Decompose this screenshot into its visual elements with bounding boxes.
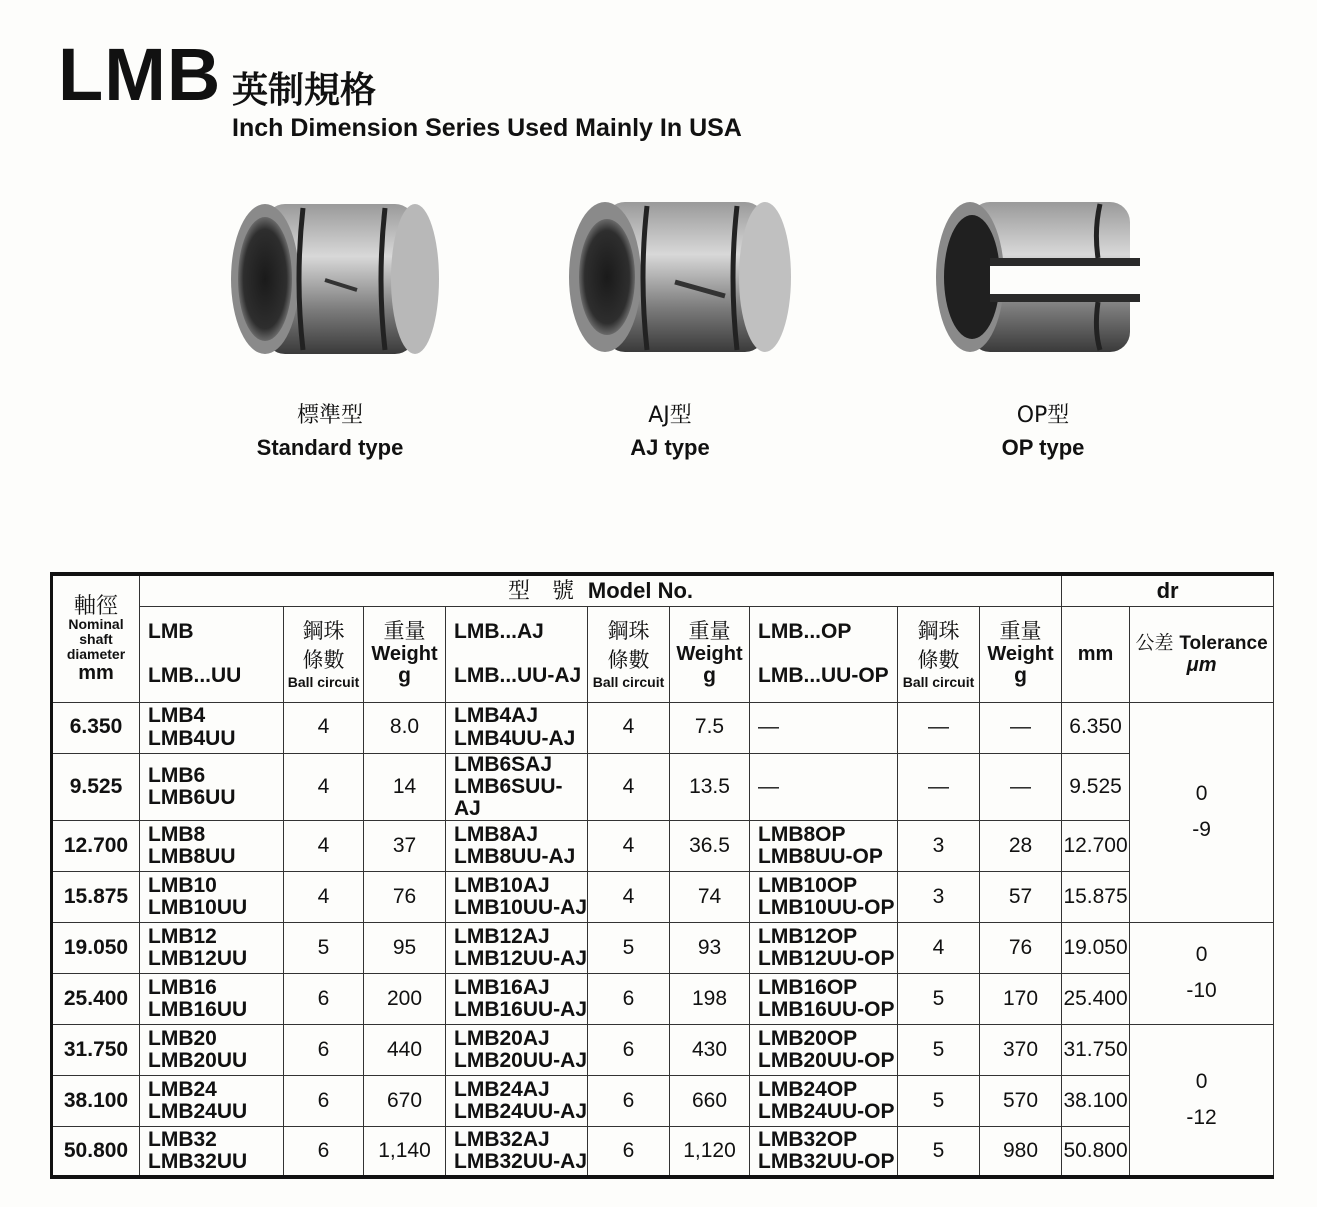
ball-circuit-cell: 6 <box>284 973 364 1024</box>
model-number: LMB4 <box>148 704 206 728</box>
aj-column-header <box>446 606 588 702</box>
col-aj-uu: LMB...UU-AJ <box>454 664 582 688</box>
shaft-header-unit: mm <box>78 661 114 684</box>
ball-cn-1: 鋼珠條數 <box>302 620 345 672</box>
shaft-diameter-cell: 19.050 <box>52 922 140 973</box>
shaft-diameter-cell: 50.800 <box>52 1126 140 1177</box>
ball-circuit-op-cell: — <box>898 753 980 820</box>
aj-model-cell <box>446 1126 588 1177</box>
lmb-model-cell <box>140 820 284 871</box>
tolerance-upper: 0 <box>1195 782 1208 806</box>
model-number-uu: LMB6SUU-AJ <box>454 774 563 820</box>
ball-circuit-cell: 4 <box>284 702 364 753</box>
lmb-model-cell <box>140 753 284 820</box>
model-no-header <box>140 574 1062 606</box>
weight-op-cell: 370 <box>980 1024 1062 1075</box>
aj-model-cell <box>446 702 588 753</box>
op-model-cell <box>750 753 898 820</box>
weight-cn-2: 重量 <box>688 620 731 644</box>
model-number-uu: LMB24UU <box>148 1099 248 1123</box>
dr-mm-cell: 50.800 <box>1062 1126 1130 1177</box>
weight-cell: 76 <box>364 871 446 922</box>
shaft-diameter-cell: 6.350 <box>52 702 140 753</box>
weight-unit-1: g <box>398 663 411 687</box>
table-row <box>52 922 1274 973</box>
model-number-uu: LMB10UU <box>148 895 248 919</box>
ball-circuit-aj-cell: 4 <box>588 871 670 922</box>
weight-header-3 <box>980 606 1062 702</box>
model-number: — <box>758 715 779 739</box>
weight-cell: 440 <box>364 1024 446 1075</box>
ball-en-3: Ball circuit <box>902 674 975 690</box>
op-model-cell <box>750 922 898 973</box>
ball-header-2 <box>588 606 670 702</box>
weight-aj-cell: 74 <box>670 871 750 922</box>
ball-circuit-aj-cell: 4 <box>588 820 670 871</box>
weight-cell: 670 <box>364 1075 446 1126</box>
lmb-model-cell <box>140 1075 284 1126</box>
weight-op-cell: 57 <box>980 871 1062 922</box>
weight-op-cell: 170 <box>980 973 1062 1024</box>
op-model-cell <box>750 973 898 1024</box>
model-number: LMB8 <box>148 822 206 846</box>
table-row <box>52 820 1274 871</box>
dr-mm-cell: 25.400 <box>1062 973 1130 1024</box>
col-op: LMB...OP <box>758 619 852 643</box>
tolerance-header <box>1130 606 1274 702</box>
model-number-uu: LMB12UU-AJ <box>454 946 588 970</box>
ball-circuit-cell: 6 <box>284 1075 364 1126</box>
tolerance-upper: 0 <box>1195 1069 1208 1093</box>
model-number: LMB24AJ <box>454 1077 550 1101</box>
caption-aj-cn: AJ型 <box>648 403 692 428</box>
dr-mm-header: mm <box>1062 606 1130 702</box>
weight-cn-1: 重量 <box>383 620 426 644</box>
model-number: LMB32 <box>148 1127 217 1151</box>
caption-op-en: OP type <box>1001 435 1085 460</box>
lmb-column-header <box>140 606 284 702</box>
model-number-uu: LMB8UU-OP <box>758 844 883 868</box>
weight-aj-cell: 198 <box>670 973 750 1024</box>
weight-en-3: Weight <box>987 642 1054 665</box>
ball-circuit-cell: 6 <box>284 1024 364 1075</box>
caption-op <box>933 400 1153 464</box>
weight-en-2: Weight <box>676 642 743 665</box>
weight-header-2 <box>670 606 750 702</box>
dr-mm-cell: 15.875 <box>1062 871 1130 922</box>
op-model-cell <box>750 871 898 922</box>
ball-circuit-aj-cell: 4 <box>588 702 670 753</box>
model-no-en: Model No. <box>587 577 694 603</box>
weight-op-cell: 570 <box>980 1075 1062 1126</box>
model-number: LMB16AJ <box>454 975 550 999</box>
shaft-diameter-cell: 38.100 <box>52 1075 140 1126</box>
aj-model-cell <box>446 871 588 922</box>
shaft-diameter-cell: 12.700 <box>52 820 140 871</box>
ball-cn-3: 鋼珠條數 <box>917 620 960 672</box>
ball-circuit-aj-cell: 5 <box>588 922 670 973</box>
ball-circuit-aj-cell: 6 <box>588 973 670 1024</box>
ball-circuit-op-cell: — <box>898 702 980 753</box>
weight-aj-cell: 1,120 <box>670 1126 750 1177</box>
weight-cell: 95 <box>364 922 446 973</box>
weight-op-cell: 28 <box>980 820 1062 871</box>
dr-mm-cell: 31.750 <box>1062 1024 1130 1075</box>
shaft-diameter-cell: 31.750 <box>52 1024 140 1075</box>
op-model-cell <box>750 1075 898 1126</box>
weight-header-1 <box>364 606 446 702</box>
spec-table <box>50 572 1274 1179</box>
tolerance-cn: 公差 <box>1135 633 1174 655</box>
model-number: LMB20 <box>148 1026 217 1050</box>
weight-unit-2: g <box>703 663 716 687</box>
model-number: — <box>758 774 779 798</box>
caption-standard-cn: 標準型 <box>296 403 363 428</box>
op-model-cell <box>750 1126 898 1177</box>
model-number: LMB10AJ <box>454 873 550 897</box>
table-row <box>52 1024 1274 1075</box>
dr-mm-cell: 19.050 <box>1062 922 1130 973</box>
ball-circuit-aj-cell: 6 <box>588 1024 670 1075</box>
tolerance-upper: 0 <box>1195 943 1208 967</box>
op-model-cell <box>750 702 898 753</box>
caption-aj <box>560 400 780 464</box>
tolerance-cell <box>1130 922 1274 1024</box>
aj-model-cell <box>446 973 588 1024</box>
op-model-cell <box>750 820 898 871</box>
tolerance-unit: μm <box>1186 653 1217 676</box>
table-row <box>52 702 1274 753</box>
weight-aj-cell: 36.5 <box>670 820 750 871</box>
weight-op-cell: 980 <box>980 1126 1062 1177</box>
model-number-uu: LMB32UU-AJ <box>454 1149 588 1173</box>
lmb-model-cell <box>140 702 284 753</box>
model-number: LMB16OP <box>758 975 858 999</box>
weight-aj-cell: 7.5 <box>670 702 750 753</box>
weight-cell: 37 <box>364 820 446 871</box>
model-number-uu: LMB6UU <box>148 785 236 809</box>
model-number: LMB8AJ <box>454 822 539 846</box>
shaft-diameter-cell: 9.525 <box>52 753 140 820</box>
model-number-uu: LMB32UU-OP <box>758 1149 895 1173</box>
ball-header-3 <box>898 606 980 702</box>
table-row <box>52 1075 1274 1126</box>
model-number-uu: LMB12UU-OP <box>758 946 895 970</box>
weight-aj-cell: 13.5 <box>670 753 750 820</box>
weight-cn-3: 重量 <box>999 620 1042 644</box>
caption-op-cn: OP型 <box>1016 403 1070 428</box>
weight-cell: 14 <box>364 753 446 820</box>
model-number: LMB20AJ <box>454 1026 550 1050</box>
model-number-uu: LMB12UU <box>148 946 248 970</box>
model-number: LMB20OP <box>758 1026 858 1050</box>
ball-circuit-aj-cell: 4 <box>588 753 670 820</box>
page-title-chinese: 英制規格 <box>232 70 377 111</box>
weight-cell: 1,140 <box>364 1126 446 1177</box>
weight-en-1: Weight <box>371 642 438 665</box>
lmb-model-cell <box>140 1126 284 1177</box>
model-number: LMB6SAJ <box>454 752 553 776</box>
model-number-uu: LMB4UU <box>148 726 236 750</box>
model-number: LMB12AJ <box>454 924 550 948</box>
ball-circuit-op-cell: 5 <box>898 1075 980 1126</box>
model-number-uu: LMB16UU-AJ <box>454 997 588 1021</box>
ball-circuit-op-cell: 3 <box>898 871 980 922</box>
lmb-model-cell <box>140 1024 284 1075</box>
op-model-cell <box>750 1024 898 1075</box>
weight-op-cell: — <box>980 702 1062 753</box>
weight-op-cell: 76 <box>980 922 1062 973</box>
model-number: LMB10 <box>148 873 217 897</box>
model-number-uu: LMB24UU-OP <box>758 1099 895 1123</box>
aj-model-cell <box>446 753 588 820</box>
lmb-model-cell <box>140 973 284 1024</box>
col-lmb: LMB <box>148 619 194 643</box>
model-number-uu: LMB20UU-OP <box>758 1048 895 1072</box>
tolerance-en: Tolerance <box>1179 633 1268 655</box>
caption-aj-en: AJ type <box>630 435 710 460</box>
model-number-uu: LMB8UU <box>148 844 236 868</box>
model-number: LMB24 <box>148 1077 217 1101</box>
model-number: LMB4AJ <box>454 704 539 728</box>
ball-en-1: Ball circuit <box>287 674 360 690</box>
caption-standard-en: Standard type <box>256 435 404 460</box>
dr-mm-cell: 38.100 <box>1062 1075 1130 1126</box>
model-number: LMB10OP <box>758 873 858 897</box>
shaft-header <box>52 574 140 702</box>
ball-header-1 <box>284 606 364 702</box>
dr-mm-cell: 6.350 <box>1062 702 1130 753</box>
ball-circuit-cell: 5 <box>284 922 364 973</box>
model-number-uu: LMB10UU-AJ <box>454 895 588 919</box>
dr-mm-cell: 12.700 <box>1062 820 1130 871</box>
ball-en-2: Ball circuit <box>592 674 665 690</box>
op-bearing-image <box>930 190 1165 370</box>
shaft-diameter-cell: 15.875 <box>52 871 140 922</box>
aj-model-cell <box>446 820 588 871</box>
model-number-uu: LMB16UU-OP <box>758 997 895 1021</box>
model-number-uu: LMB4UU-AJ <box>454 726 576 750</box>
model-number-uu: LMB32UU <box>148 1149 248 1173</box>
model-number-uu: LMB10UU-OP <box>758 895 895 919</box>
weight-cell: 200 <box>364 973 446 1024</box>
ball-cn-2: 鋼珠條數 <box>607 620 650 672</box>
weight-op-cell: — <box>980 753 1062 820</box>
ball-circuit-op-cell: 5 <box>898 1024 980 1075</box>
tolerance-lower: -12 <box>1186 1105 1217 1129</box>
weight-cell: 8.0 <box>364 702 446 753</box>
model-number: LMB12OP <box>758 924 858 948</box>
model-number-uu: LMB16UU <box>148 997 248 1021</box>
model-number: LMB8OP <box>758 822 846 846</box>
col-lmb-uu: LMB...UU <box>148 664 242 688</box>
op-column-header <box>750 606 898 702</box>
shaft-header-cn: 軸徑 <box>73 592 118 618</box>
lmb-model-cell <box>140 871 284 922</box>
page-title: LMB <box>58 33 222 116</box>
ball-circuit-cell: 4 <box>284 820 364 871</box>
ball-circuit-cell: 4 <box>284 871 364 922</box>
model-number-uu: LMB20UU-AJ <box>454 1048 588 1072</box>
model-number-uu: LMB20UU <box>148 1048 248 1072</box>
weight-unit-3: g <box>1014 663 1027 687</box>
shaft-diameter-cell: 25.400 <box>52 973 140 1024</box>
model-number: LMB32OP <box>758 1127 858 1151</box>
table-row <box>52 871 1274 922</box>
model-number: LMB6 <box>148 763 206 787</box>
lmb-model-cell <box>140 922 284 973</box>
aj-bearing-image <box>565 192 805 367</box>
weight-aj-cell: 93 <box>670 922 750 973</box>
table-row <box>52 1126 1274 1177</box>
table-row <box>52 753 1274 820</box>
tolerance-cell <box>1130 1024 1274 1177</box>
model-number-uu: LMB8UU-AJ <box>454 844 576 868</box>
ball-circuit-op-cell: 5 <box>898 1126 980 1177</box>
tolerance-lower: -9 <box>1192 818 1211 842</box>
weight-aj-cell: 430 <box>670 1024 750 1075</box>
shaft-header-en: Nominal shaft diameter <box>66 615 126 663</box>
table-row <box>52 973 1274 1024</box>
ball-circuit-op-cell: 3 <box>898 820 980 871</box>
model-number: LMB12 <box>148 924 217 948</box>
model-number-uu: LMB24UU-AJ <box>454 1099 588 1123</box>
weight-aj-cell: 660 <box>670 1075 750 1126</box>
dr-mm-cell: 9.525 <box>1062 753 1130 820</box>
tolerance-cell <box>1130 702 1274 922</box>
standard-bearing-image <box>225 190 455 370</box>
aj-model-cell <box>446 1024 588 1075</box>
col-op-uu: LMB...UU-OP <box>758 664 889 688</box>
dr-header: dr <box>1062 574 1274 606</box>
ball-circuit-cell: 4 <box>284 753 364 820</box>
col-aj: LMB...AJ <box>454 619 544 643</box>
aj-model-cell <box>446 922 588 973</box>
aj-model-cell <box>446 1075 588 1126</box>
model-number: LMB32AJ <box>454 1127 550 1151</box>
ball-circuit-op-cell: 5 <box>898 973 980 1024</box>
ball-circuit-aj-cell: 6 <box>588 1126 670 1177</box>
ball-circuit-cell: 6 <box>284 1126 364 1177</box>
page-subtitle: Inch Dimension Series Used Mainly In USA <box>232 114 742 142</box>
model-no-cn: 型 號 <box>508 577 575 603</box>
caption-standard <box>205 400 455 464</box>
model-number: LMB24OP <box>758 1077 858 1101</box>
model-number: LMB16 <box>148 975 217 999</box>
ball-circuit-aj-cell: 6 <box>588 1075 670 1126</box>
tolerance-lower: -10 <box>1186 979 1217 1003</box>
ball-circuit-op-cell: 4 <box>898 922 980 973</box>
